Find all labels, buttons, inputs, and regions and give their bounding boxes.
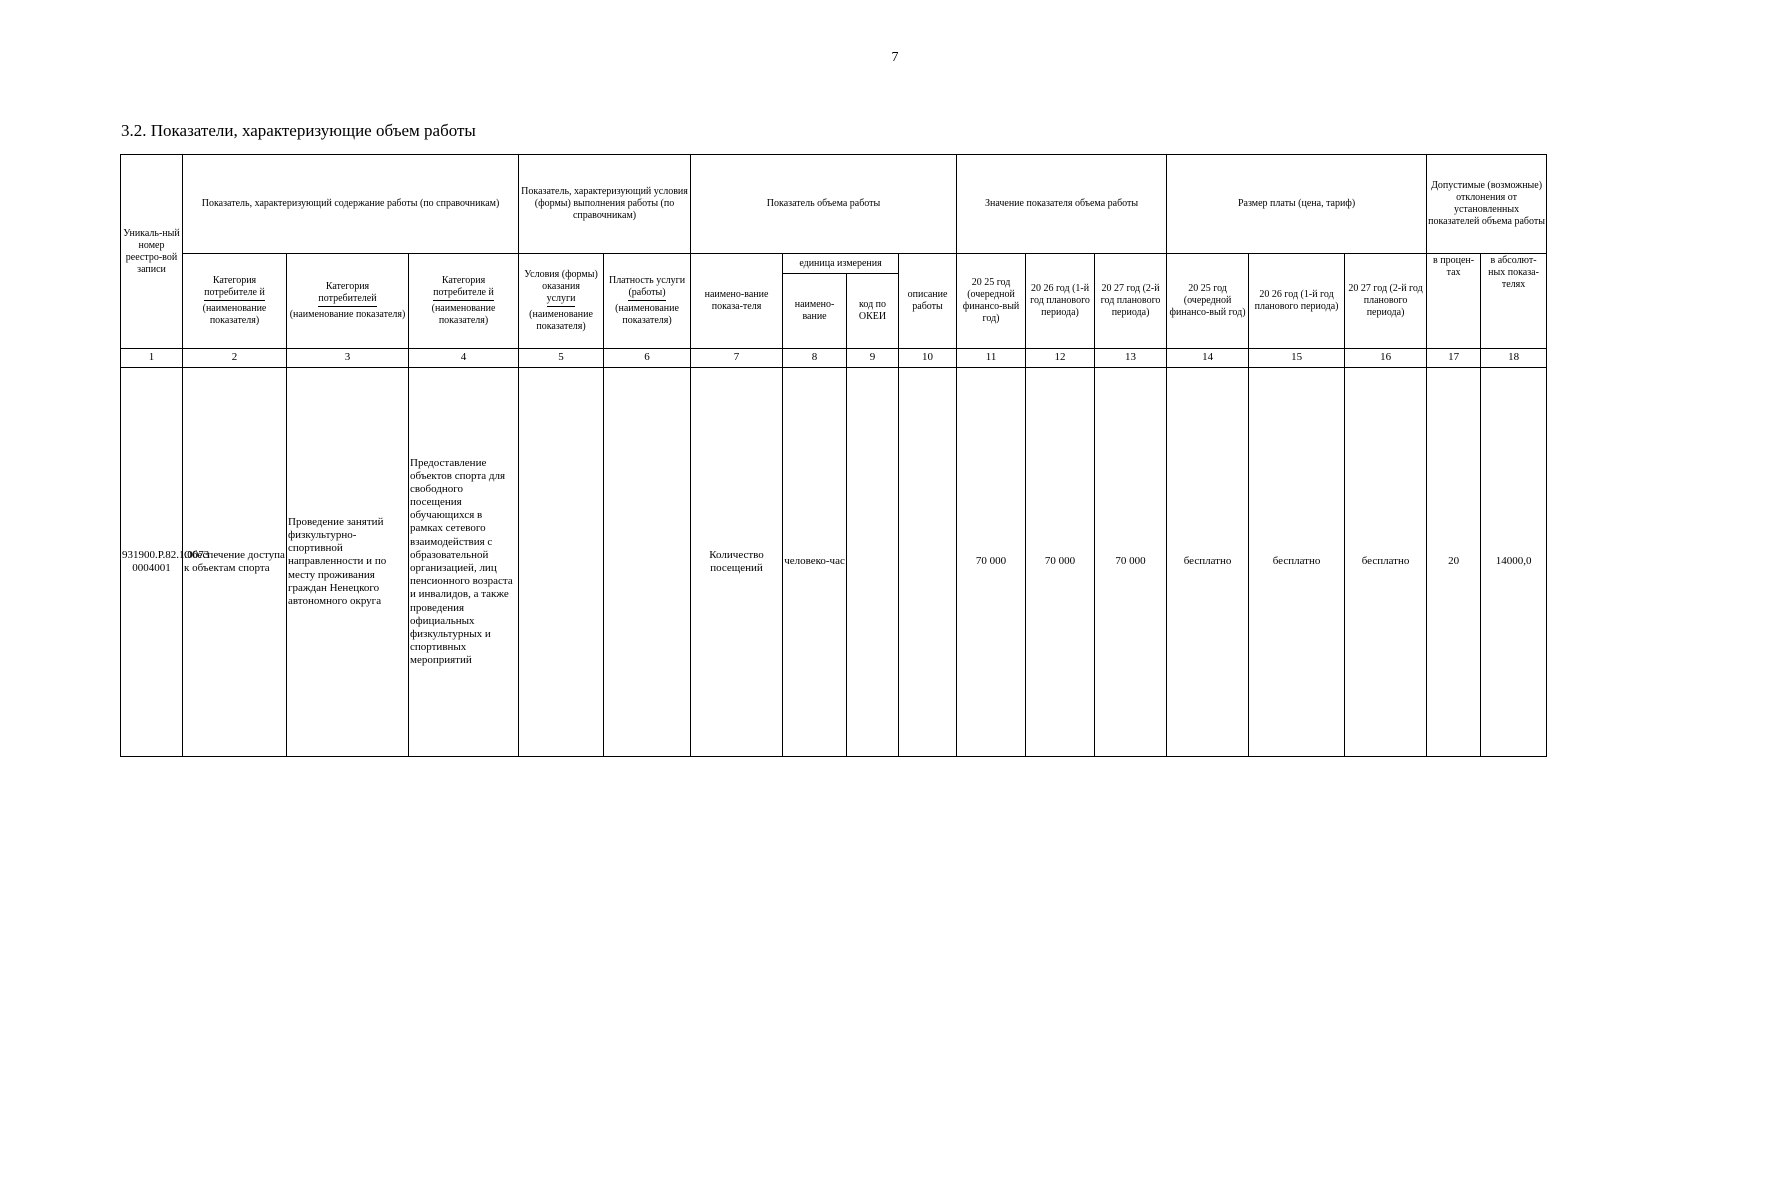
header-fee-2027: 20 27 год (2-й год планового периода) xyxy=(1345,254,1427,349)
column-number: 18 xyxy=(1481,349,1547,368)
volume-indicators-table xyxy=(120,154,1547,757)
column-number: 9 xyxy=(847,349,899,368)
header-value-2027: 20 27 год (2-й год планового периода) xyxy=(1095,254,1167,349)
value-2027-cell: 70 000 xyxy=(1095,368,1167,757)
category-3-cell: Предоставление объектов спорта для свободного посещения обучающихся в рамках сетевого взаимодействия с образовательной организацией, лиц пенсионного возраста и инвалидов, а также проведения официальных физкультурных и спортивных мероприятий xyxy=(409,368,519,757)
column-number: 10 xyxy=(899,349,957,368)
header-volume-group: Показатель объема работы xyxy=(691,155,957,254)
value-2025-cell: 70 000 xyxy=(957,368,1026,757)
header-in-percent: в процен-тах xyxy=(1427,254,1481,349)
page-number: 7 xyxy=(891,50,899,65)
header-unit-name: наимено-вание xyxy=(783,274,847,349)
header-unit-measure: единица измерения xyxy=(783,254,899,274)
column-number: 5 xyxy=(519,349,604,368)
deviation-absolute-cell: 14000,0 xyxy=(1481,368,1547,757)
header-fee-group: Размер платы (цена, тариф) xyxy=(1167,155,1427,254)
header-unique-number: Уникаль-ный номер реестро-вой записи xyxy=(121,155,183,349)
category-1-cell: Обеспечение доступа к объектам спорта xyxy=(183,368,287,757)
column-number: 7 xyxy=(691,349,783,368)
header-value-2025: 20 25 год (очередной финансо-вый год) xyxy=(957,254,1026,349)
column-number: 11 xyxy=(957,349,1026,368)
fee-2026-cell: бесплатно xyxy=(1249,368,1345,757)
column-number: 15 xyxy=(1249,349,1345,368)
category-2-cell: Проведение занятий физкультурно-спортивной направленности и по месту проживания граждан Ненецкого автономного округа xyxy=(287,368,409,757)
header-category-1: Категория потребителе й (наименование показателя) xyxy=(183,254,287,349)
header-conditions-group: Показатель, характеризующий условия (формы) выполнения работы (по справочникам) xyxy=(519,155,691,254)
section-title: 3.2. Показатели, характеризующие объем работы xyxy=(121,121,476,140)
payment-cell xyxy=(604,368,691,757)
column-number: 4 xyxy=(409,349,519,368)
conditions-cell xyxy=(519,368,604,757)
header-work-description: описание работы xyxy=(899,254,957,349)
column-numbers-row xyxy=(121,349,1547,368)
registry-number-cell: 931900.Р.82.1.0073 0004001 xyxy=(121,368,183,757)
header-in-absolute: в абсолют-ных показа-телях xyxy=(1481,254,1547,349)
header-indicator-name: наимено-вание показа-теля xyxy=(691,254,783,349)
column-number: 3 xyxy=(287,349,409,368)
header-deviation-group: Допустимые (возможные) отклонения от установленных показателей объема работы xyxy=(1427,155,1547,254)
header-payment: Платность услуги (работы) (наименование показателя) xyxy=(604,254,691,349)
header-fee-2026: 20 26 год (1-й год планового периода) xyxy=(1249,254,1345,349)
header-content-group: Показатель, характеризующий содержание работы (по справочникам) xyxy=(183,155,519,254)
column-number: 2 xyxy=(183,349,287,368)
header-fee-2025: 20 25 год (очередной финансо-вый год) xyxy=(1167,254,1249,349)
header-category-2: Категория потребителей (наименование показателя) xyxy=(287,254,409,349)
deviation-percent-cell: 20 xyxy=(1427,368,1481,757)
column-number: 12 xyxy=(1026,349,1095,368)
header-okei-code: код по ОКЕИ xyxy=(847,274,899,349)
column-number: 1 xyxy=(121,349,183,368)
header-value-2026: 20 26 год (1-й год планового периода) xyxy=(1026,254,1095,349)
header-value-group: Значение показателя объема работы xyxy=(957,155,1167,254)
value-2026-cell: 70 000 xyxy=(1026,368,1095,757)
column-number: 16 xyxy=(1345,349,1427,368)
unit-cell: человеко-час xyxy=(783,368,847,757)
okei-cell xyxy=(847,368,899,757)
fee-2027-cell: бесплатно xyxy=(1345,368,1427,757)
column-number: 8 xyxy=(783,349,847,368)
description-cell xyxy=(899,368,957,757)
column-number: 14 xyxy=(1167,349,1249,368)
header-category-3: Категория потребителе й (наименование показателя) xyxy=(409,254,519,349)
column-number: 6 xyxy=(604,349,691,368)
fee-2025-cell: бесплатно xyxy=(1167,368,1249,757)
column-number: 13 xyxy=(1095,349,1167,368)
header-conditions: Условия (формы) оказания услуги (наименование показателя) xyxy=(519,254,604,349)
table-row xyxy=(121,368,1547,757)
column-number: 17 xyxy=(1427,349,1481,368)
indicator-cell: Количество посещений xyxy=(691,368,783,757)
